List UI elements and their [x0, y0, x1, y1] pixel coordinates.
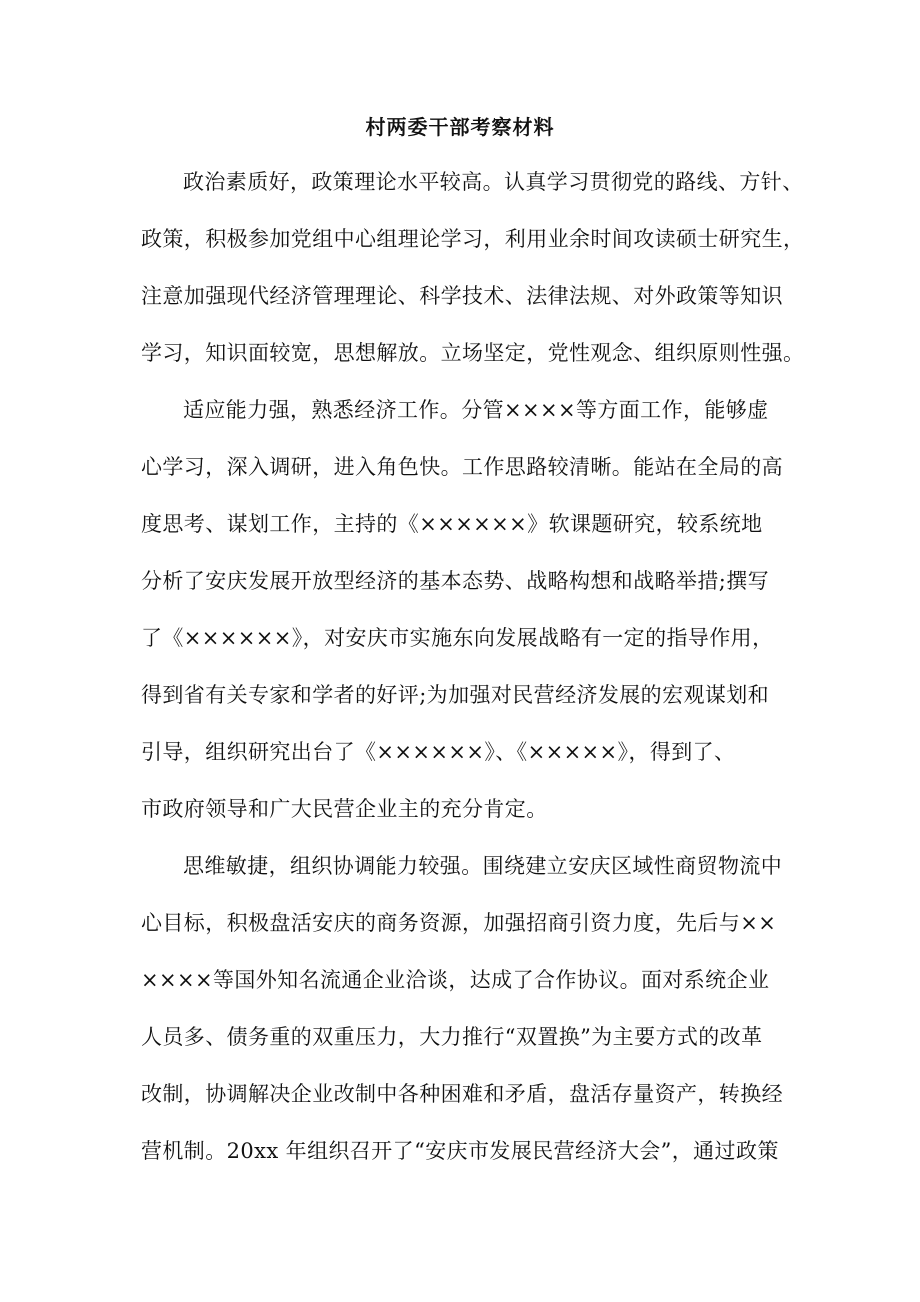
paragraph-1-line-4: 学习，知识面较宽，思想解放。立场坚定，党性观念、组织原则性强。 [141, 341, 805, 365]
paragraph-2-line-7: 引导，组织研究出台了《××××××》、《×××××》，得到了、 [141, 740, 736, 764]
paragraph-2-line-1: 适应能力强，熟悉经济工作。分管××××等方面工作，能够虚 [183, 398, 769, 422]
paragraph-2-line-3: 度思考、谋划工作，主持的《××××××》软课题研究，较系统地 [141, 512, 763, 536]
document-title: 村两委干部考察材料 [365, 115, 555, 139]
paragraph-2-line-2: 心学习，深入调研，进入角色快。工作思路较清晰。能站在全局的高 [141, 455, 783, 479]
paragraph-2-line-4: 分析了安庆发展开放型经济的基本态势、战略构想和战略举措;撰写 [141, 569, 770, 593]
paragraph-3-line-3: ××××等国外知名流通企业洽谈，达成了合作协议。面对系统企业 [141, 968, 770, 992]
paragraph-2-line-6: 得到省有关专家和学者的好评;为加强对民营经济发展的宏观谋划和 [141, 683, 770, 707]
paragraph-1-line-1: 政治素质好，政策理论水平较高。认真学习贯彻党的路线、方针、 [183, 170, 804, 194]
paragraph-1-line-2: 政策，积极参加党组中心组理论学习，利用业余时间攻读硕士研究生， [141, 227, 805, 251]
paragraph-3-line-2: 心目标，积极盘活安庆的商务资源，加强招商引资力度，先后与×× [141, 911, 777, 935]
paragraph-3-line-6: 营机制。20xx 年组织召开了“安庆市发展民营经济大会”，通过政策 [141, 1139, 779, 1163]
paragraph-3-line-1: 思维敏捷，组织协调能力较强。围绕建立安庆区域性商贸物流中 [183, 854, 783, 878]
paragraph-3-line-4: 人员多、债务重的双重压力，大力推行“双置换”为主要方式的改革 [141, 1025, 763, 1049]
paragraph-2-line-5: 了《××××××》，对安庆市实施东向发展战略有一定的指导作用， [141, 626, 774, 650]
paragraph-3-line-5: 改制，协调解决企业改制中各种困难和矛盾，盘活存量资产，转换经 [141, 1082, 783, 1106]
paragraph-1-line-3: 注意加强现代经济管理理论、科学技术、法律法规、对外政策等知识 [141, 284, 783, 308]
paragraph-2-line-8: 市政府领导和广大民营企业主的充分肯定。 [141, 797, 548, 821]
